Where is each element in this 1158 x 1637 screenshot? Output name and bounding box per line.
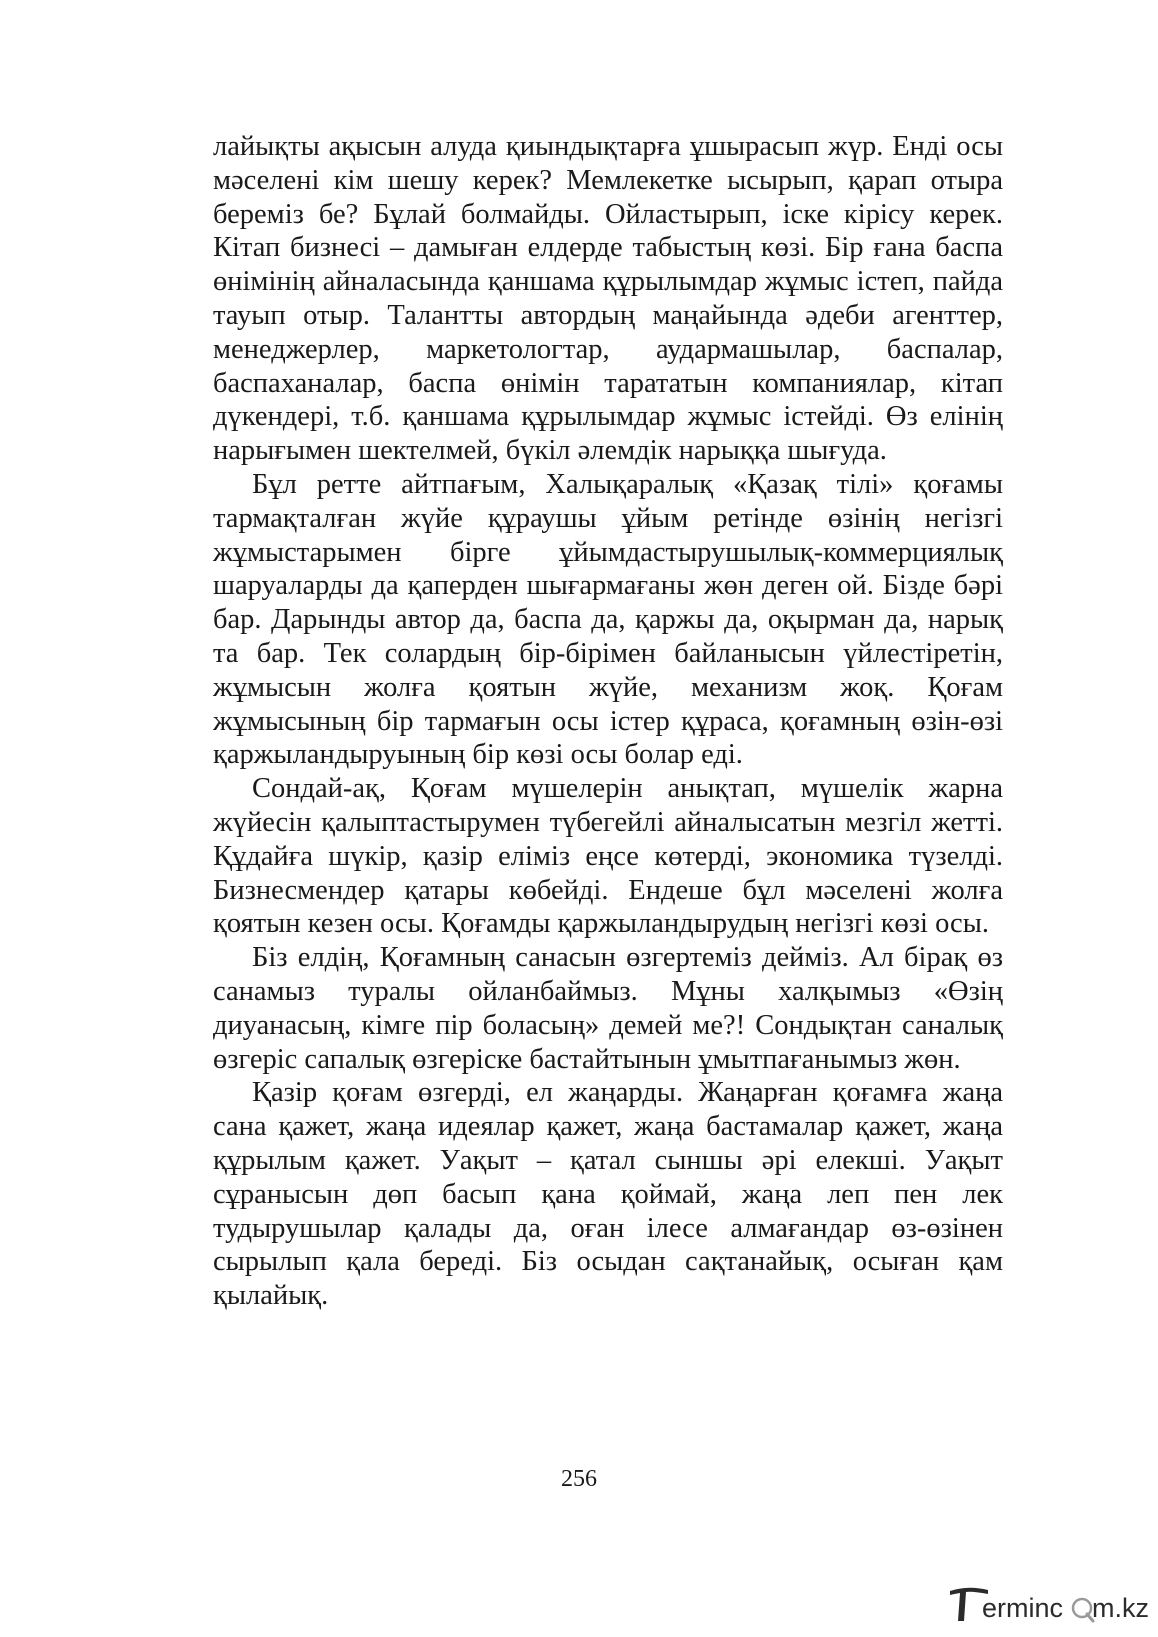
termincom-logo-icon [948, 1581, 1149, 1629]
watermark-logo [948, 1581, 1149, 1629]
paragraph: лайықты ақысын алуда қиындықтарға ұшырасып жүр. Енді осы мәселені кім шешу керек? Мемлекетке ысырып, қарап отыра береміз бе? Бұлай болмайды. Ойластырып, іске кірісу керек. Кітап бизнесі – дамыған елдерде табыстың көзі. Бір ғана баспа өнімінің айналасында қаншама құрылымдар жұмыс істеп, пайда тауып отыр. Талантты автордың маңайында әдеби агенттер, менеджерлер, маркетологтар, аудармашылар, баспалар, баспаханалар, баспа өнімін тарататын компаниялар, кітап дүкендері, т.б. қаншама құрылымдар жұмыс істейді. Өз елінің нарығымен шектелмей, бүкіл әлемдік нарыққа шығуда. [213, 131, 1003, 467]
paragraph: Қазір қоғам өзгерді, ел жаңарды. Жаңарған қоғамға жаңа сана қажет, жаңа идеялар қажет, жаңа бастамалар қажет, жаңа құрылым қажет. Уақыт – қатал сыншы әрі елекші. Уақыт сұранысын дөп басып қана қоймай, жаңа леп пен лек тудырушылар қалады да, оған ілесе алмағандар өз-өзінен сырылып қала береді. Біз осыдан сақтанайық, осыған қам қылайық. [213, 1077, 1003, 1312]
paragraph: Бұл ретте айтпағым, Халықаралық «Қазақ тілі» қоғамы тармақталған жүйе құраушы ұйым ретінде өзінің негізгі жұмыстарымен бірге ұйымдастырушылық-коммерциялық шаруаларды да қаперден шығармағаны жөн деген ой. Бізде бәрі бар. Дарынды автор да, баспа да, қаржы да, оқырман да, нарық та бар. Тек солардың бір-бірімен байланысын үйлестіретін, жұмысын жолға қоятын жүйе, механизм жоқ. Қоғам жұмысының бір тармағын осы істер құраса, қоғамның өзін-өзі қаржыландыруының бір көзі осы болар еді. [213, 468, 1003, 771]
svg-text:erminc: erminc [982, 1593, 1064, 1623]
svg-text:m.kz: m.kz [1092, 1593, 1149, 1623]
page-number: 256 [561, 1466, 597, 1492]
page-body [213, 130, 1003, 1313]
paragraph: Сондай-ақ, Қоғам мүшелерін анықтап, мүшелік жарна жүйесін қалыптастырумен түбегейлі айналысатын мезгіл жетті. Құдайға шүкір, қазір еліміз еңсе көтерді, экономика түзелді. Бизнесмендер қатары көбейді. Ендеше бұл мәселені жолға қоятын кезен осы. Қоғамды қаржыландырудың негізгі көзі осы. [213, 773, 1003, 940]
paragraph: Біз елдің, Қоғамның санасын өзгертеміз дейміз. Ал бірақ өз санамыз туралы ойланбаймыз. Мұны халқымыз «Өзің диуанасың, кімге пір боласың» демей ме?! Сондықтан саналық өзгеріс сапалық өзгеріске бастайтынын ұмытпағанымыз жөн. [213, 942, 1003, 1075]
